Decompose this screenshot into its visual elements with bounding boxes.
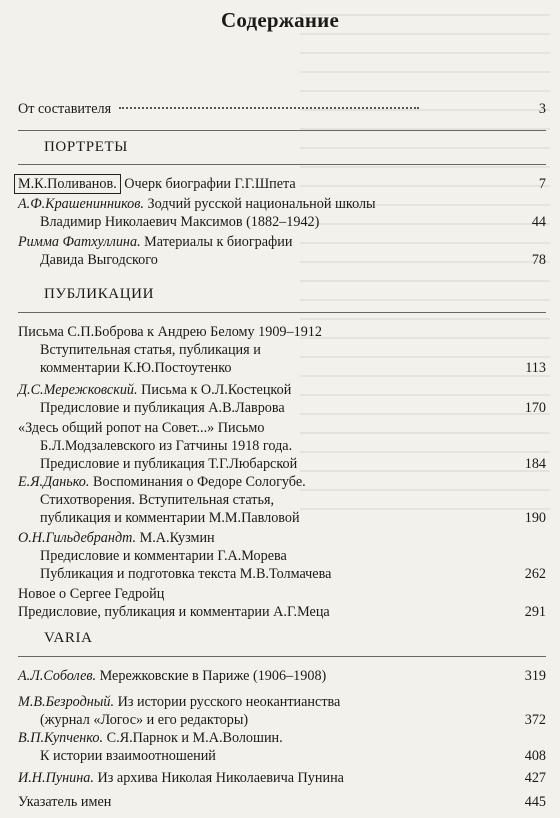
toc-entry <box>18 323 546 377</box>
leader-dots <box>119 107 419 109</box>
page-number: 372 <box>524 712 546 728</box>
entry-author: Е.Я.Данько. <box>18 474 90 490</box>
toc-entry <box>18 529 546 583</box>
entry-title: Указатель имен <box>18 794 112 810</box>
divider <box>18 312 546 313</box>
toc-entry <box>18 419 546 473</box>
entry-line: Владимир Николаевич Максимов (1882–1942) <box>40 214 320 230</box>
entry-author: В.П.Купченко. <box>18 730 104 746</box>
entry-line: Из истории русского неокантианства <box>117 694 341 710</box>
toc-entry <box>18 233 546 269</box>
toc-entry <box>18 195 546 231</box>
page-number: 7 <box>538 176 546 192</box>
page-number: 445 <box>524 794 546 810</box>
page-number: 113 <box>525 360 546 376</box>
entry-line: публикация и комментарии М.М.Павловой <box>40 510 300 526</box>
toc-entry <box>18 729 546 765</box>
page-number: 427 <box>524 770 546 786</box>
page-number: 78 <box>531 252 546 268</box>
page-number: 190 <box>524 510 546 526</box>
page-number: 408 <box>524 748 546 764</box>
page-number: 170 <box>524 400 546 416</box>
page-title: Содержание <box>221 8 339 32</box>
entry-author: М.К.Поливанов. <box>14 174 121 194</box>
entry-author: О.Н.Гильдебрандт. <box>18 530 137 546</box>
toc-entry-intro <box>18 100 546 118</box>
toc-entry-index <box>18 793 546 811</box>
entry-line: Б.Л.Модзалевского из Гатчины 1918 года. <box>40 438 293 454</box>
toc-entry <box>18 693 546 729</box>
entry-line: Предисловие, публикация и комментарии А.Г.Меца <box>18 604 330 620</box>
toc-entry <box>18 769 546 787</box>
entry-author: М.В.Безродный. <box>18 694 115 710</box>
page-number: 44 <box>531 214 546 230</box>
entry-line: Публикация и подготовка текста М.В.Толмачева <box>40 566 332 582</box>
entry-line: Зодчий русской национальной школы <box>147 196 376 212</box>
entry-author: И.Н.Пунина. <box>18 770 94 786</box>
divider <box>18 130 546 131</box>
entry-title: От составителя <box>18 101 112 117</box>
entry-line: Стихотворения. Вступительная статья, <box>40 492 275 508</box>
page-number: 3 <box>538 101 546 117</box>
page-number: 319 <box>524 668 546 684</box>
entry-line: «Здесь общий ропот на Совет...» Письмо <box>18 420 265 436</box>
section-heading-publications: ПУБЛИКАЦИИ <box>44 286 155 302</box>
entry-line: Давида Выгодского <box>40 252 158 268</box>
toc-entry <box>18 667 546 685</box>
entry-line: С.Я.Парнок и М.А.Волошин. <box>106 730 283 746</box>
toc-entry <box>18 585 546 621</box>
entry-line: Материалы к биографии <box>144 234 293 250</box>
page-number: 262 <box>524 566 546 582</box>
entry-line: Письма к О.Л.Костецкой <box>141 382 292 398</box>
entry-line: Предисловие и публикация Т.Г.Любарской <box>40 456 298 472</box>
page-number: 184 <box>524 456 546 472</box>
entry-line: Предисловие и комментарии Г.А.Морева <box>40 548 287 564</box>
entry-line: Воспоминания о Федоре Сологубе. <box>92 474 306 490</box>
toc-entry <box>18 381 546 417</box>
entry-line: М.А.Кузмин <box>139 530 215 546</box>
entry-author: Д.С.Мережковский. <box>18 382 138 398</box>
entry-line: Мережковские в Париже (1906–1908) <box>99 668 327 684</box>
section-heading-varia: VARIA <box>44 630 93 646</box>
page-number: 291 <box>524 604 546 620</box>
entry-author: А.Л.Соболев. <box>18 668 97 684</box>
entry-line: К истории взаимоотношений <box>40 748 216 764</box>
divider <box>18 656 546 657</box>
entry-line: Из архива Николая Николаевича Пунина <box>97 770 344 786</box>
entry-line: Очерк биографии Г.Г.Шпета <box>124 176 296 192</box>
entry-author: А.Ф.Крашенинников. <box>18 196 144 212</box>
toc-entry <box>18 473 546 527</box>
entry-line: (журнал «Логос» и его редакторы) <box>40 712 249 728</box>
entry-line: комментарии К.Ю.Постоутенко <box>40 360 232 376</box>
entry-line: Предисловие и публикация А.В.Лаврова <box>40 400 285 416</box>
toc-entry <box>18 175 546 193</box>
entry-line: Письма С.П.Боброва к Андрею Белому 1909–1912 <box>18 324 322 340</box>
entry-line: Вступительная статья, публикация и <box>40 342 261 358</box>
entry-line: Новое о Сергее Гедройц <box>18 586 165 602</box>
divider <box>18 164 546 165</box>
entry-author: Римма Фатхуллина. <box>18 234 141 250</box>
section-heading-portraits: ПОРТРЕТЫ <box>44 139 128 155</box>
